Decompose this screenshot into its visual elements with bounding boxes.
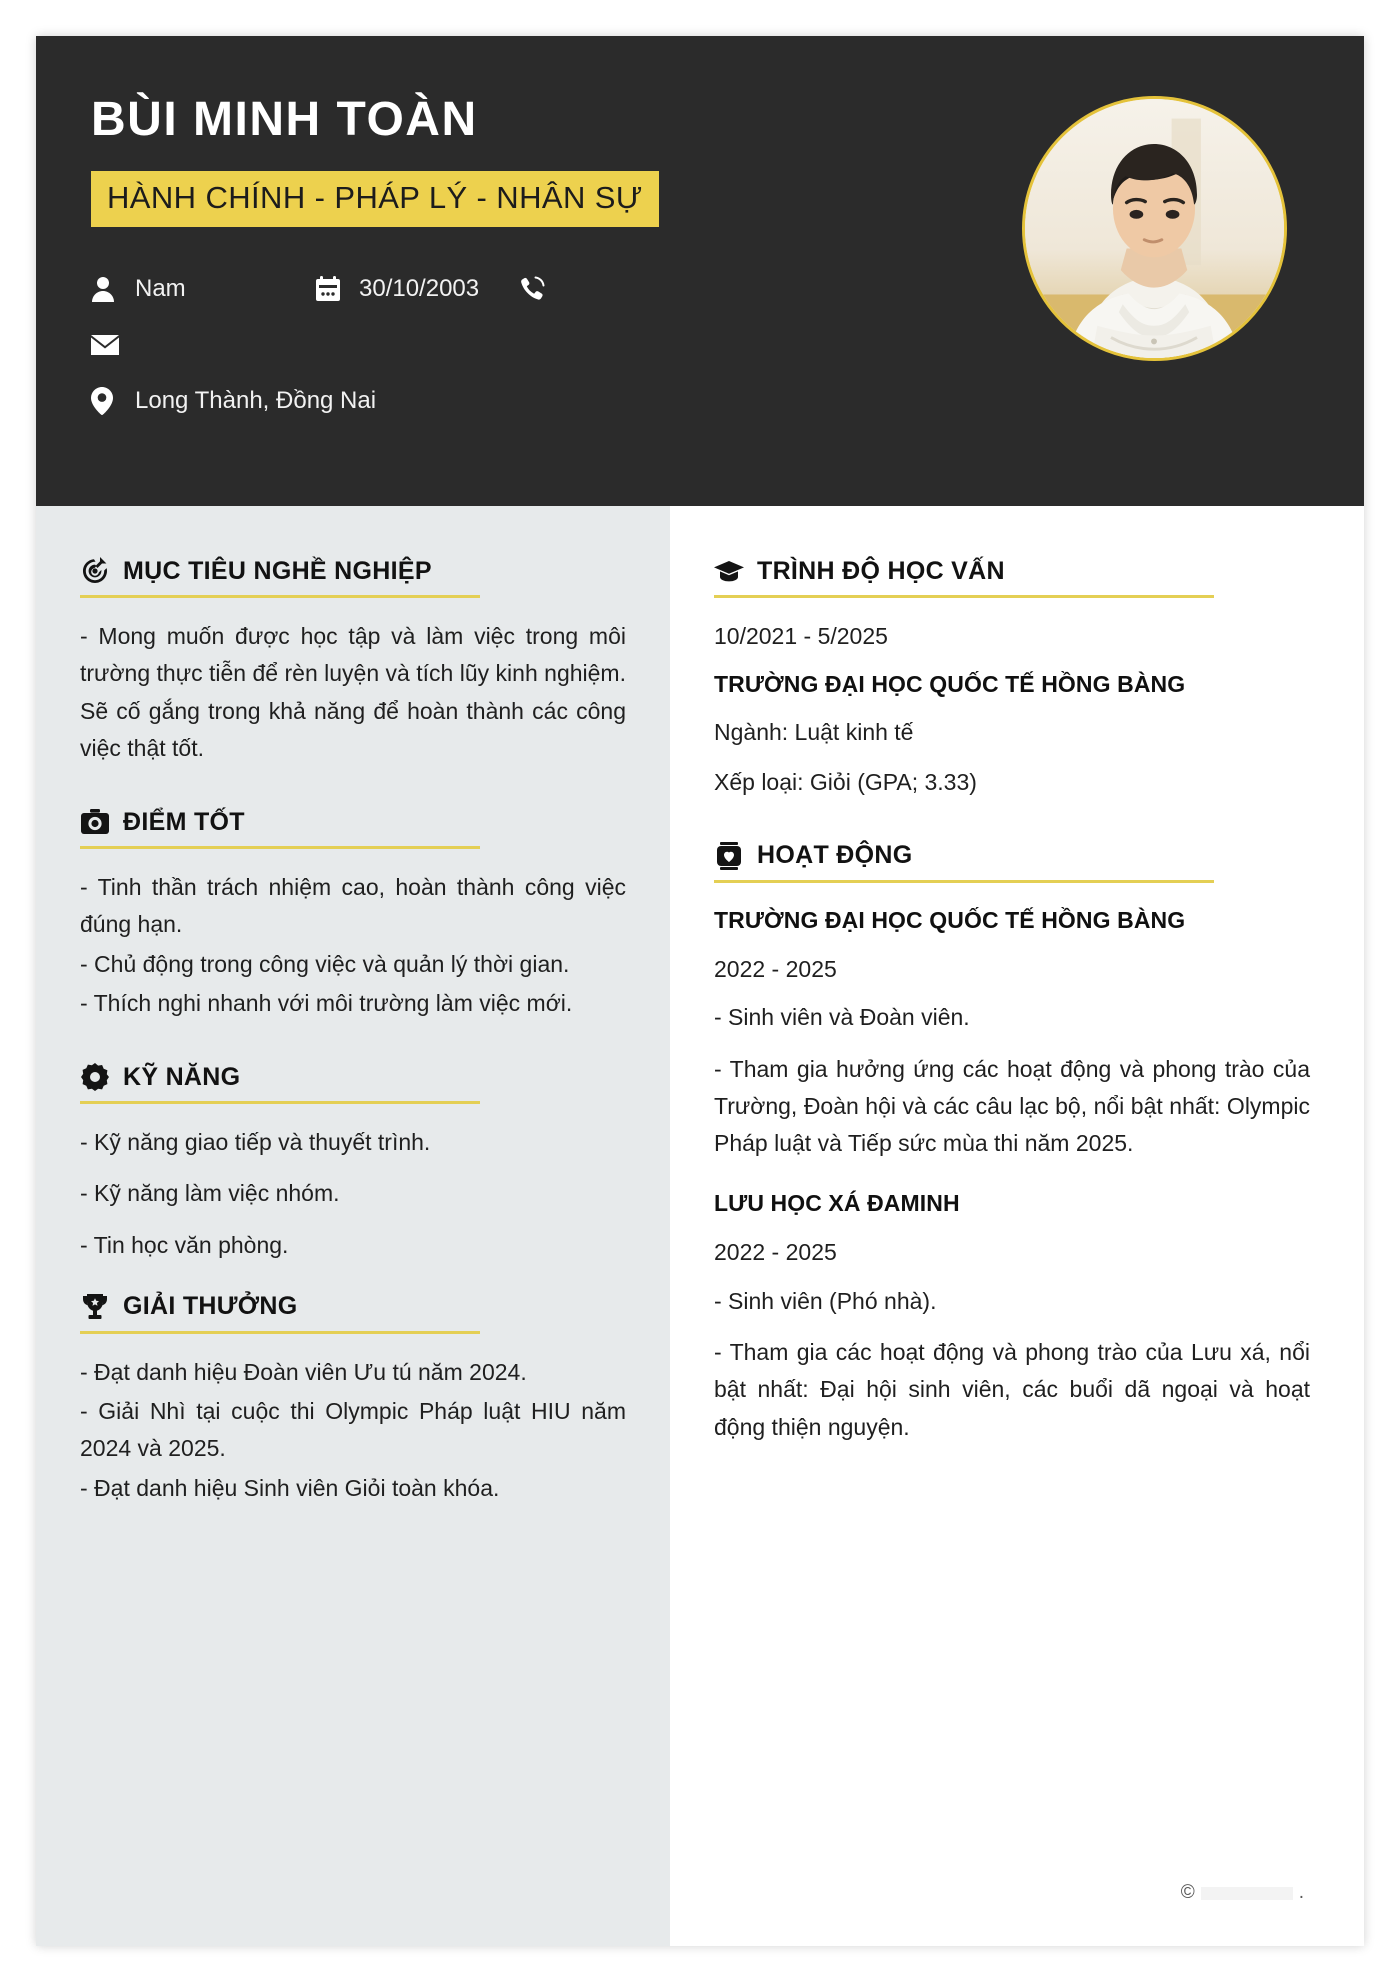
activity-point: - Tham gia hưởng ứng các hoạt động và phong trào của Trường, Đoàn hội và các câu lạc bộ, nổi bật nhất: Olympic Pháp luật và Tiếp sức mùa thi năm 2025. [714,1055,1310,1157]
gear-icon [80,1062,110,1092]
section-skills-header [80,1062,626,1092]
contact-email [91,334,711,356]
spacer-skill-2 [80,1215,626,1227]
section-strengths-header [80,807,626,837]
education-classification: Xếp loại: Giỏi (GPA; 3.33) [714,768,977,795]
calendar-icon [315,276,349,302]
strength-item: - Chủ động trong công việc và quản lý thời gian. [80,950,570,977]
spacer-skill-1 [80,1163,626,1175]
award-item: - Giải Nhì tại cuộc thi Olympic Pháp luật HIU năm 2024 và 2025. [80,1398,626,1462]
target-icon [80,556,110,586]
contact-dob-value: 30/10/2003 [359,274,480,302]
contact-dob [315,275,519,303]
section-activities-rule [714,880,1214,883]
contact-info-group [91,261,711,429]
section-skills-title: KỸ NĂNG [123,1062,241,1091]
section-awards-header [80,1292,626,1322]
activity-entry [714,903,1310,1162]
skill-item: - Kỹ năng giao tiếp và thuyết trình. [80,1129,431,1155]
redacted-credit-text [1201,1887,1293,1900]
award-item: - Đạt danh hiệu Sinh viên Giỏi toàn khóa. [80,1474,500,1501]
cv-sheet [36,36,1364,1946]
contact-row-1 [91,261,711,317]
spacer-3 [80,1270,626,1292]
copyright-icon: © [1180,1882,1195,1903]
section-education-rule [714,595,1214,598]
footer-period: . [1298,1882,1304,1903]
spacer-1 [80,773,626,807]
avatar-portrait [1025,99,1284,358]
section-activities-title: HOẠT ĐỘNG [757,841,913,870]
section-awards-rule [80,1331,480,1334]
graduation-cap-icon [714,556,744,586]
spacer-act-1c [714,1039,1310,1051]
section-education [714,556,1310,801]
spacer-edu-2 [714,702,1310,714]
cv-header [36,36,1364,506]
contact-gender-value: Nam [135,274,186,302]
left-column [36,506,670,1946]
contact-address-value: Long Thành, Đồng Nai [135,386,377,414]
page-title: BÙI MINH TOÀN [91,93,478,146]
strength-item: - Thích nghi nhanh với môi trường làm việc mới. [80,989,573,1016]
footer-credit [1181,1882,1304,1904]
award-item: - Đạt danh hiệu Đoàn viên Ưu tú năm 2024. [80,1358,527,1385]
cv-body [36,506,1364,1946]
education-major: Ngành: Luật kinh tế [714,719,914,746]
activity-period: 2022 - 2025 [714,1239,837,1266]
section-awards-title: GIẢI THƯỞNG [123,1292,298,1321]
person-icon [91,276,125,302]
section-strengths-title: ĐIỂM TỐT [123,807,245,836]
activity-point: - Tham gia các hoạt động và phong trào của Lưu xá, nổi bật nhất: Đại hội sinh viên, các buổi dã ngoại và hoạt động thiện nguyện. [714,1339,1310,1440]
contact-phone [519,276,711,302]
section-skills [80,1062,626,1264]
spacer-act-1b [714,987,1310,999]
phone-icon [519,276,553,302]
activity-entry [714,1186,1310,1445]
strength-item: - Tinh thần trách nhiệm cao, hoàn thành công việc đúng hạn. [80,874,626,938]
section-strengths [80,807,626,1022]
contact-row-2 [91,317,711,373]
contact-address [91,387,711,415]
contact-gender [91,275,315,303]
skill-item: - Kỹ năng làm việc nhóm. [80,1180,340,1207]
section-education-title: TRÌNH ĐỘ HỌC VẤN [757,556,1005,585]
section-skills-rule [80,1101,480,1104]
skill-item: - Tin học văn phòng. [80,1231,289,1258]
right-column [670,506,1364,1946]
contact-row-3 [91,373,711,429]
spacer-5 [714,1164,1310,1186]
spacer-2 [80,1028,626,1062]
map-pin-icon [91,387,125,415]
section-awards [80,1292,626,1507]
spacer-act-2c [714,1322,1310,1334]
camera-icon [80,807,110,837]
section-activities [714,841,1310,1446]
spacer-act-1a [714,939,1310,951]
education-school: TRƯỜNG ĐẠI HỌC QUỐC TẾ HỒNG BÀNG [714,670,1186,697]
job-title-banner: HÀNH CHÍNH - PHÁP LÝ - NHÂN SỰ [91,171,659,227]
section-strengths-rule [80,846,480,849]
spacer-edu-3 [714,752,1310,764]
spacer-4 [714,807,1310,841]
heart-box-icon [714,841,744,871]
education-period: 10/2021 - 5/2025 [714,623,888,649]
spacer-act-2a [714,1222,1310,1234]
activity-period: 2022 - 2025 [714,955,837,982]
activity-point: - Sinh viên và Đoàn viên. [714,1004,970,1031]
section-objective-title: MỤC TIÊU NGHỀ NGHIỆP [123,556,432,585]
trophy-icon [80,1292,110,1322]
objective-body: - Mong muốn được học tập và làm việc trong môi trường thực tiễn để rèn luyện và tích lũy kinh nghiệm. Sẽ cố gắng trong khả năng để hoàn thành các công việc thật tốt. [80,623,626,761]
activity-org: TRƯỜNG ĐẠI HỌC QUỐC TẾ HỒNG BÀNG [714,906,1186,933]
activity-point: - Sinh viên (Phó nhà). [714,1287,937,1314]
activity-org: LƯU HỌC XÁ ĐAMINH [714,1190,960,1217]
spacer-act-2b [714,1271,1310,1283]
spacer-edu-1 [714,655,1310,667]
section-activities-header [714,841,1310,871]
section-objective [80,556,626,767]
section-education-header [714,556,1310,586]
avatar [1022,96,1287,361]
section-objective-rule [80,595,480,598]
envelope-icon [91,334,125,356]
section-objective-header [80,556,626,586]
